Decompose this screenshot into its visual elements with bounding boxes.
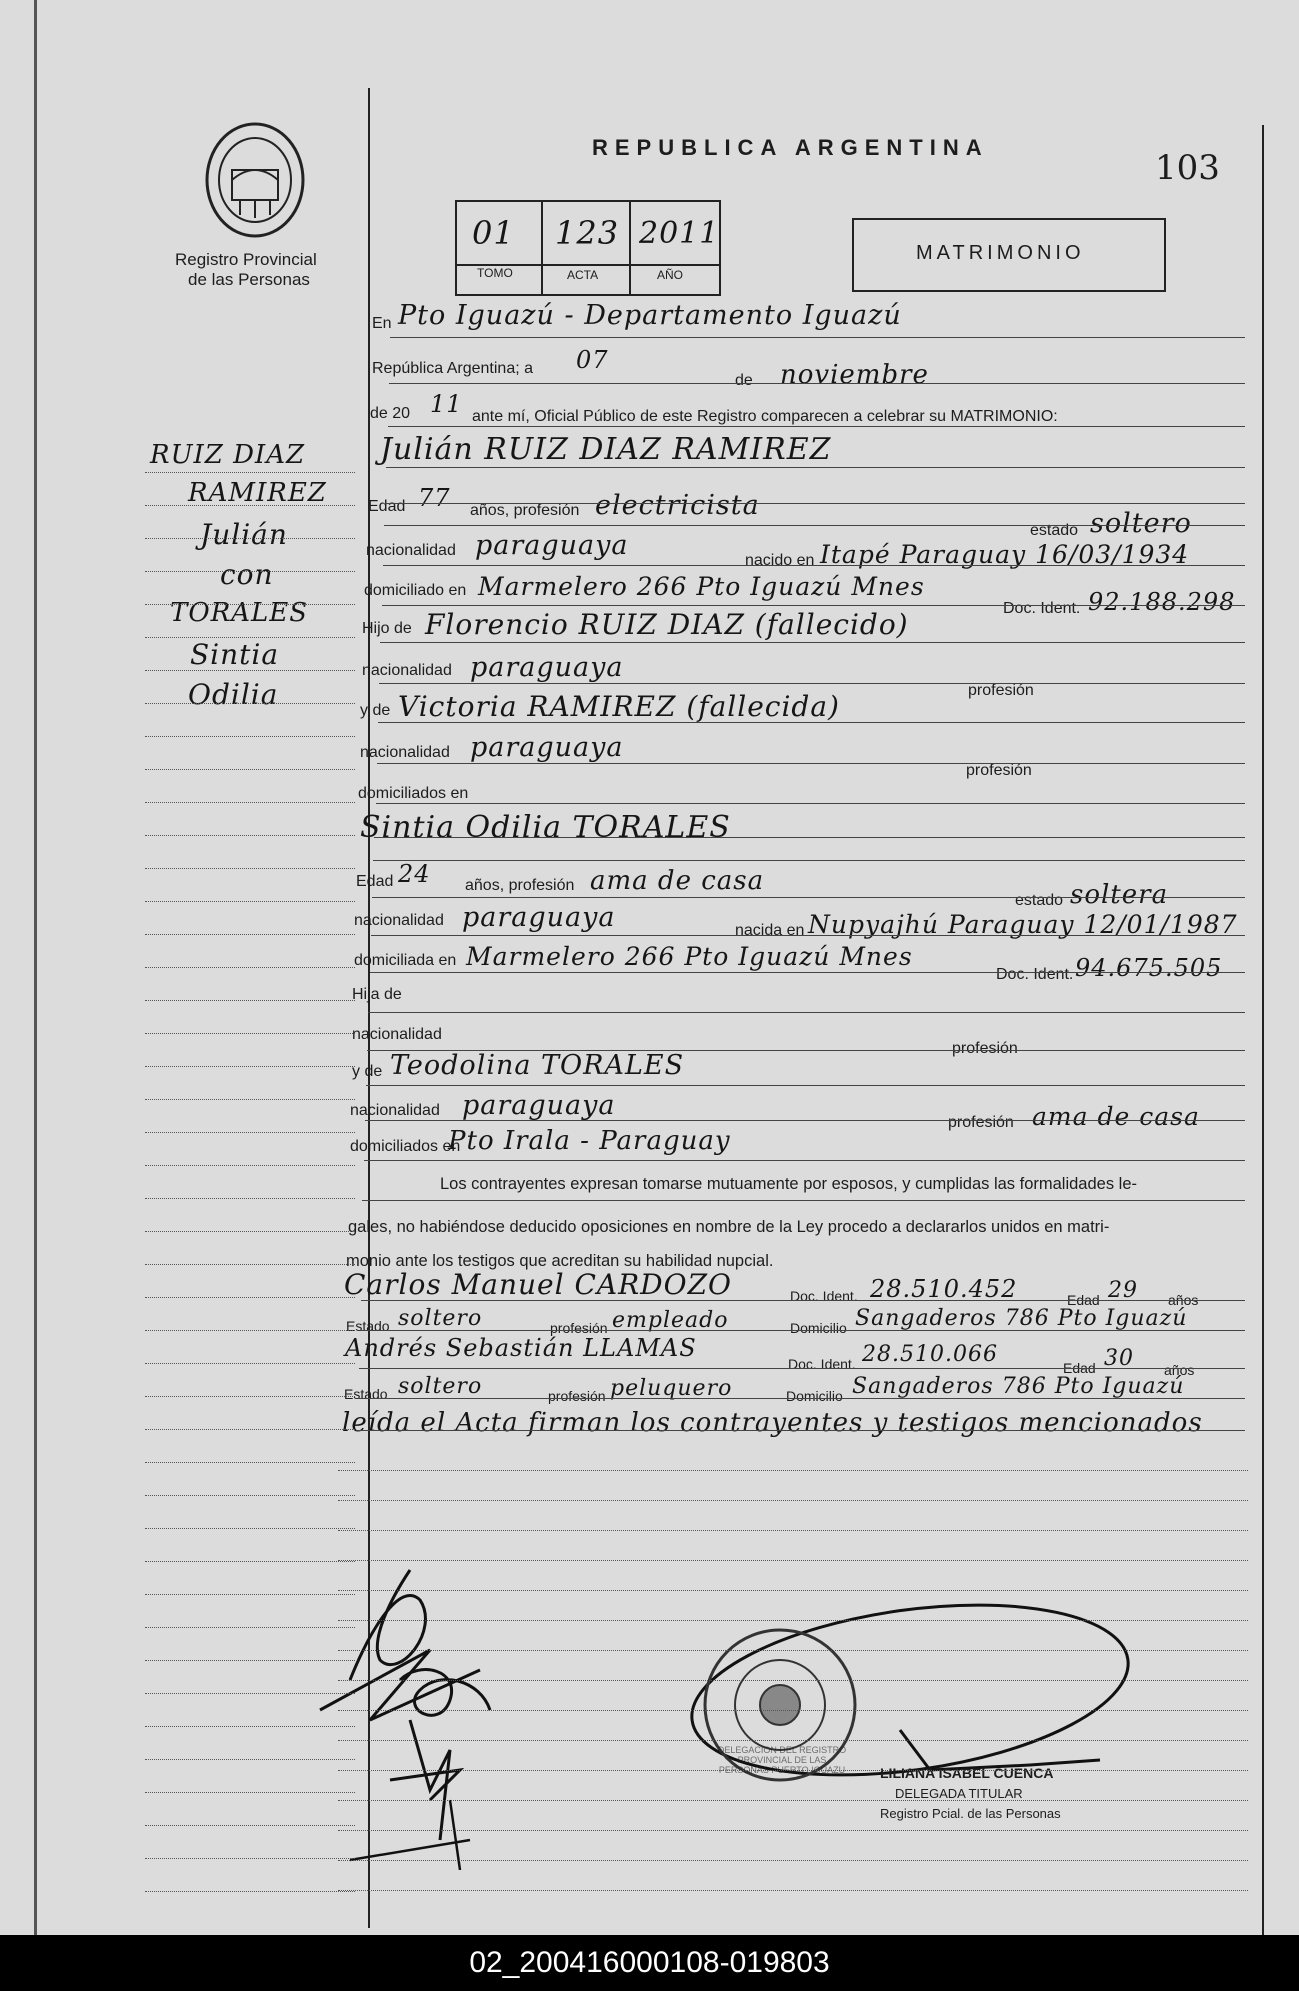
groom-madre-prof-label: profesión bbox=[966, 762, 1032, 779]
anio-value: 2011 bbox=[639, 216, 720, 251]
witness1-doc-label: Doc. Ident. bbox=[790, 1288, 858, 1304]
witness1-estado-label: Estado bbox=[346, 1318, 390, 1334]
margin-ruled-line bbox=[145, 1495, 355, 1496]
form-line bbox=[390, 337, 1245, 338]
bride-edad: 24 bbox=[398, 860, 431, 888]
witness2-dom-label: Domicilio bbox=[786, 1388, 843, 1404]
bride-padre-prof-label: profesión bbox=[952, 1040, 1018, 1057]
margin-ruled-line bbox=[145, 1198, 355, 1199]
margin-ruled-line bbox=[145, 1825, 355, 1826]
groom-hijo-label: Hijo de bbox=[362, 620, 412, 637]
form-line bbox=[368, 1012, 1245, 1013]
margin-ruled-line bbox=[145, 1594, 355, 1595]
bride-domicilio: Marmelero 266 Pto Iguazú Mnes bbox=[466, 942, 913, 971]
stamp-seal-text: DELEGACION DEL REGISTRO PROVINCIAL DE LAS PERSONAS PUERTO IGUAZU bbox=[717, 1745, 847, 1775]
form-line bbox=[360, 1330, 1245, 1331]
margin-ruled-line bbox=[145, 934, 355, 935]
form-line bbox=[380, 642, 1245, 643]
witness1-name: Carlos Manuel CARDOZO bbox=[344, 1268, 732, 1301]
margin-ruled-line bbox=[145, 1726, 355, 1727]
witness1-edad-label: Edad bbox=[1067, 1292, 1100, 1308]
comparecen-text: ante mí, Oficial Público de este Registro comparecen a celebrar su MATRIMONIO: bbox=[472, 408, 1058, 425]
form-line bbox=[376, 803, 1245, 804]
margin-ruled-line bbox=[145, 1297, 355, 1298]
de-label: de bbox=[735, 372, 753, 389]
groom-name: Julián RUIZ DIAZ RAMIREZ bbox=[380, 432, 832, 467]
margin-ruled-line bbox=[145, 1891, 355, 1892]
form-line bbox=[361, 1300, 1245, 1301]
margin-ruled-line bbox=[145, 901, 355, 902]
margin-ruled-line bbox=[145, 1264, 355, 1265]
form-line bbox=[365, 1120, 1245, 1121]
margin-con: con bbox=[220, 558, 274, 591]
groom-doc-label: Doc. Ident. bbox=[1003, 600, 1081, 617]
blank-ruled-line bbox=[338, 1860, 1248, 1861]
tomo-label: TOMO bbox=[477, 266, 513, 280]
blank-ruled-line bbox=[338, 1800, 1248, 1801]
groom-domicilio: Marmelero 266 Pto Iguazú Mnes bbox=[478, 572, 925, 601]
anio-label: AÑO bbox=[657, 268, 684, 282]
form-line bbox=[356, 1430, 1245, 1431]
groom-nacionalidad: paraguaya bbox=[475, 530, 629, 561]
margin-ruled-line bbox=[145, 1165, 355, 1166]
form-line bbox=[359, 1368, 1245, 1369]
margin-ruled-line bbox=[145, 802, 355, 803]
form-line bbox=[372, 897, 1245, 898]
margin-ruled-line bbox=[145, 604, 355, 605]
declaration-line2: gales, no habiéndose deducido oposiciones en nombre de la Ley procedo a declararlos unidos en matri- bbox=[348, 1218, 1110, 1236]
witness1-doc: 28.510.452 bbox=[870, 1275, 1018, 1303]
bride-madre: Teodolina TORALES bbox=[390, 1050, 685, 1081]
groom-doc: 92.188.298 bbox=[1088, 588, 1236, 616]
form-line bbox=[383, 565, 1245, 566]
officer-name: LILIANA ISABEL CUENCA bbox=[880, 1765, 1054, 1781]
blank-ruled-line bbox=[338, 1470, 1248, 1471]
margin-ruled-line bbox=[145, 868, 355, 869]
right-border bbox=[1262, 125, 1264, 1935]
margin-surname-2: RAMIREZ bbox=[188, 478, 327, 508]
form-line bbox=[366, 1085, 1245, 1086]
groom-nacido-label: nacido en bbox=[745, 552, 815, 569]
witness1-prof-label: profesión bbox=[550, 1320, 608, 1336]
bride-estado: soltera bbox=[1070, 880, 1169, 910]
witness1-estado: soltero bbox=[398, 1306, 483, 1331]
margin-ruled-line bbox=[145, 1099, 355, 1100]
year-label: de 20 bbox=[370, 405, 411, 422]
acta-value: 123 bbox=[555, 214, 620, 252]
form-line bbox=[382, 605, 1245, 606]
groom-prof-label: años, profesión bbox=[470, 502, 580, 519]
margin-ruled-line bbox=[145, 670, 355, 671]
groom-yde-label: y de bbox=[360, 702, 391, 719]
margin-surname: RUIZ DIAZ bbox=[150, 440, 306, 470]
margin-ruled-line bbox=[145, 1363, 355, 1364]
day-value: 07 bbox=[576, 346, 609, 374]
margin-ruled-line bbox=[145, 505, 355, 506]
blank-ruled-line bbox=[338, 1530, 1248, 1531]
blank-ruled-line bbox=[338, 1680, 1248, 1681]
republica-label: República Argentina; a bbox=[372, 360, 533, 377]
margin-ruled-line bbox=[145, 1792, 355, 1793]
margin-ruled-line bbox=[145, 1231, 355, 1232]
binding-edge bbox=[34, 0, 37, 1935]
footer-file-id: 02_200416000108-019803 bbox=[0, 1935, 1299, 1991]
declaration-line1: Los contrayentes expresan tomarse mutuamente por esposos, y cumplidas las formalidades le- bbox=[440, 1175, 1138, 1193]
margin-bride-name-2: Odilia bbox=[188, 678, 279, 711]
groom-estado: soltero bbox=[1090, 508, 1192, 539]
officer-title: DELEGADA TITULAR bbox=[895, 1786, 1023, 1801]
bride-profesion: ama de casa bbox=[590, 866, 765, 896]
margin-ruled-line bbox=[145, 1033, 355, 1034]
bride-edad-label: Edad bbox=[356, 873, 394, 890]
witness2-name: Andrés Sebastián LLAMAS bbox=[345, 1334, 697, 1362]
groom-padre-nac-label: nacionalidad bbox=[362, 662, 452, 679]
witness2-doc-label: Doc. Ident. bbox=[788, 1356, 856, 1372]
declaration-line3: monio ante los testigos que acreditan su habilidad nupcial. bbox=[346, 1252, 774, 1270]
form-line bbox=[386, 467, 1245, 468]
blank-ruled-line bbox=[338, 1890, 1248, 1891]
groom-nac-label: nacionalidad bbox=[366, 542, 456, 559]
margin-ruled-line bbox=[145, 1660, 355, 1661]
margin-ruled-line bbox=[145, 1066, 355, 1067]
margin-ruled-line bbox=[145, 967, 355, 968]
country-title: REPUBLICA ARGENTINA bbox=[592, 135, 989, 160]
document-type-box bbox=[852, 218, 1166, 292]
witness2-edad-label: Edad bbox=[1063, 1360, 1096, 1376]
margin-ruled-line bbox=[145, 835, 355, 836]
closing-note: leída el Acta firman los contrayentes y testigos mencionados bbox=[342, 1408, 1203, 1438]
place-value: Pto Iguazú - Departamento Iguazú bbox=[398, 300, 902, 331]
blank-ruled-line bbox=[338, 1500, 1248, 1501]
bride-madre-prof: ama de casa bbox=[1032, 1102, 1200, 1131]
margin-ruled-line bbox=[145, 1858, 355, 1859]
groom-padre-prof-label: profesión bbox=[968, 682, 1034, 699]
bride-nacida: Nupyajhú Paraguay 12/01/1987 bbox=[808, 910, 1238, 939]
witness1-dom-label: Domicilio bbox=[790, 1320, 847, 1336]
month-value: noviembre bbox=[780, 360, 929, 390]
form-line bbox=[358, 1398, 1245, 1399]
blank-ruled-line bbox=[338, 1560, 1248, 1561]
bride-padre-nac-label: nacionalidad bbox=[352, 1026, 442, 1043]
margin-ruled-line bbox=[145, 1132, 355, 1133]
margin-ruled-line bbox=[145, 571, 355, 572]
bride-name: Sintia Odilia TORALES bbox=[360, 810, 731, 845]
record-number-table bbox=[455, 200, 721, 296]
groom-nacido: Itapé Paraguay 16/03/1934 bbox=[820, 540, 1190, 569]
groom-edad-label: Edad bbox=[368, 498, 406, 515]
blank-ruled-line bbox=[338, 1710, 1248, 1711]
groom-edad: 77 bbox=[418, 484, 451, 512]
witness1-anos-label: años bbox=[1168, 1292, 1199, 1308]
bride-estado-label: estado bbox=[1015, 892, 1064, 909]
margin-firstname: Julián bbox=[200, 518, 288, 551]
form-line bbox=[370, 972, 1245, 973]
form-line bbox=[362, 1200, 1245, 1201]
groom-madre: Victoria RAMIREZ (fallecida) bbox=[398, 690, 840, 723]
form-line bbox=[384, 525, 1245, 526]
registry-name-line2: de las Personas bbox=[188, 270, 310, 289]
registry-name-line1: Registro Provincial bbox=[175, 250, 317, 269]
margin-bride-name: Sintia bbox=[190, 638, 280, 671]
bride-doc: 94.675.505 bbox=[1075, 954, 1223, 982]
witness1-edad: 29 bbox=[1108, 1278, 1138, 1303]
groom-madre-nac-label: nacionalidad bbox=[360, 744, 450, 761]
witness2-profesion: peluquero bbox=[610, 1376, 733, 1401]
margin-ruled-line bbox=[145, 1528, 355, 1529]
bride-madre-prof-label: profesión bbox=[948, 1114, 1014, 1131]
form-line bbox=[389, 383, 1245, 384]
witness2-edad: 30 bbox=[1104, 1346, 1134, 1371]
witness2-domicilio: Sangaderos 786 Pto Iguazú bbox=[852, 1374, 1185, 1399]
form-line bbox=[367, 1050, 1245, 1051]
form-line bbox=[371, 935, 1245, 936]
margin-ruled-line bbox=[145, 1429, 355, 1430]
bride-padres-dom: Pto Irala - Paraguay bbox=[448, 1126, 731, 1156]
margin-ruled-line bbox=[145, 1759, 355, 1760]
margin-ruled-line bbox=[145, 1000, 355, 1001]
groom-dom-label: domiciliado en bbox=[364, 582, 467, 599]
groom-padre-nac: paraguaya bbox=[470, 652, 624, 683]
form-line bbox=[378, 722, 1245, 723]
margin-ruled-line bbox=[145, 1561, 355, 1562]
provincial-seal-icon bbox=[200, 120, 310, 240]
witness2-doc: 28.510.066 bbox=[862, 1342, 998, 1367]
form-line bbox=[385, 503, 1245, 504]
acta-label: ACTA bbox=[567, 268, 599, 282]
margin-ruled-line bbox=[145, 637, 355, 638]
form-line bbox=[374, 837, 1245, 838]
blank-ruled-line bbox=[338, 1590, 1248, 1591]
groom-padre: Florencio RUIZ DIAZ (fallecido) bbox=[425, 608, 909, 641]
blank-ruled-line bbox=[338, 1830, 1248, 1831]
form-line bbox=[379, 683, 1245, 684]
margin-ruled-line bbox=[145, 538, 355, 539]
groom-estado-label: estado bbox=[1030, 522, 1079, 539]
bride-nac-label: nacionalidad bbox=[354, 912, 444, 929]
witness2-prof-label: profesión bbox=[548, 1388, 606, 1404]
bride-madre-nac-label: nacionalidad bbox=[350, 1102, 440, 1119]
blank-ruled-line bbox=[338, 1650, 1248, 1651]
officer-office: Registro Pcial. de las Personas bbox=[880, 1806, 1061, 1821]
form-line bbox=[373, 860, 1245, 861]
form-line bbox=[364, 1160, 1245, 1161]
margin-bride-surname: TORALES bbox=[170, 598, 309, 628]
blank-ruled-line bbox=[338, 1770, 1248, 1771]
margin-ruled-line bbox=[145, 1627, 355, 1628]
bride-yde-label: y de bbox=[352, 1063, 383, 1080]
tomo-value: 01 bbox=[472, 214, 515, 252]
bride-madre-nac: paraguaya bbox=[462, 1090, 616, 1121]
year-suffix: 11 bbox=[430, 390, 463, 418]
bride-nacida-label: nacida en bbox=[735, 922, 805, 939]
groom-madre-nac: paraguaya bbox=[470, 732, 624, 763]
groom-profesion: electricista bbox=[595, 490, 760, 521]
blank-ruled-line bbox=[338, 1740, 1248, 1741]
witness1-profesion: empleado bbox=[612, 1308, 729, 1333]
margin-ruled-line bbox=[145, 1330, 355, 1331]
document-type: MATRIMONIO bbox=[916, 242, 1085, 264]
groom-padres-dom-label: domiciliados en bbox=[358, 785, 469, 802]
bride-dom-label: domiciliada en bbox=[354, 952, 457, 969]
bride-padres-dom-label: domiciliados en bbox=[350, 1138, 461, 1155]
place-label: En bbox=[372, 315, 392, 332]
bride-doc-label: Doc. Ident. bbox=[996, 966, 1074, 983]
blank-ruled-line bbox=[338, 1620, 1248, 1621]
witness2-estado-label: Estado bbox=[344, 1386, 388, 1402]
folio-number: 103 bbox=[1155, 148, 1220, 188]
margin-ruled-line bbox=[145, 1396, 355, 1397]
margin-ruled-line bbox=[145, 1693, 355, 1694]
margin-ruled-line bbox=[145, 1462, 355, 1463]
bride-nacionalidad: paraguaya bbox=[462, 902, 616, 933]
witness2-estado: soltero bbox=[398, 1374, 483, 1399]
witness2-anos-label: años bbox=[1164, 1362, 1195, 1378]
margin-ruled-line bbox=[145, 736, 355, 737]
margin-ruled-line bbox=[145, 769, 355, 770]
margin-ruled-line bbox=[145, 472, 355, 473]
margin-ruled-line bbox=[145, 703, 355, 704]
bride-hija-label: Hija de bbox=[352, 986, 402, 1003]
form-line bbox=[388, 426, 1245, 427]
bride-prof-label: años, profesión bbox=[465, 877, 575, 894]
witness1-domicilio: Sangaderos 786 Pto Iguazú bbox=[855, 1306, 1188, 1331]
form-line bbox=[377, 763, 1245, 764]
